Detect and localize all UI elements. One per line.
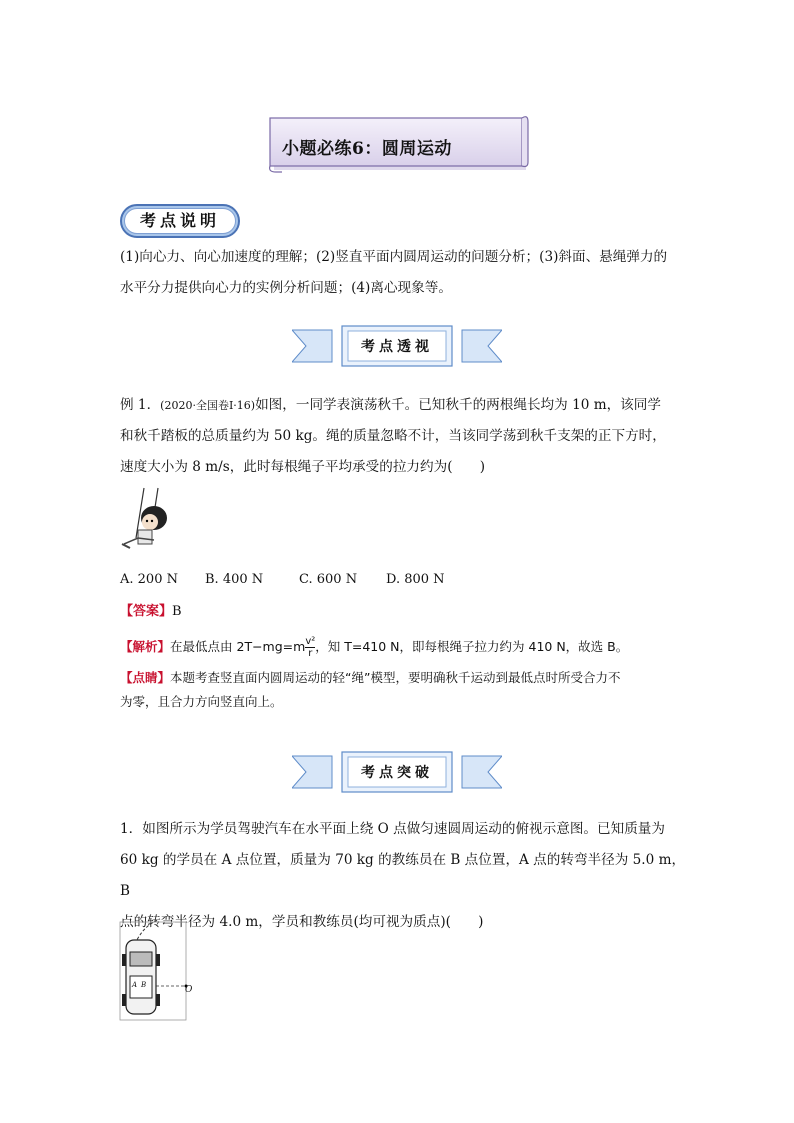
analysis-row — [120, 634, 700, 660]
analysis-label: 【解析】 — [120, 639, 171, 654]
answer-value: B — [172, 604, 182, 619]
question-1-block — [120, 814, 690, 938]
intro-line-1: (1)向心力、向心加速度的理解；(2)竖直平面内圆周运动的问题分析；(3)斜面、悬绳弹力的 — [120, 249, 668, 265]
option-a: A. 200 N — [120, 572, 178, 587]
car-label-b: B — [141, 981, 147, 989]
analysis-text-b: ，知 T=410 N，即每根绳子拉力约为 410 N，故选 B。 — [315, 639, 629, 654]
example-prefix: 例 1． — [120, 397, 161, 413]
ribbon-label-1: 考点透视 — [361, 339, 433, 355]
q1-line-2: 60 kg 的学员在 A 点位置，质量为 70 kg 的教练员在 B 点位置，A 点的转弯半径为 5.0 m，B — [120, 852, 686, 899]
option-b: B. 400 N — [205, 572, 264, 587]
page-title: 小题必练6：圆周运动 — [282, 139, 452, 159]
answer-row — [120, 599, 182, 625]
example-block — [120, 390, 680, 483]
intro-paragraph — [120, 242, 680, 304]
example-text-1: 如图，一同学表演荡秋千。已知秋千的两根绳长均为 10 m，该同学 — [255, 397, 661, 413]
option-c: C. 600 N — [299, 572, 358, 587]
q1-line-1: 1．如图所示为学员驾驶汽车在水平面上绕 O 点做匀速圆周运动的俯视示意图。已知质量为 — [120, 821, 665, 837]
car-label-a: A — [132, 981, 138, 989]
ribbon-label-2: 考点突破 — [361, 765, 433, 781]
example-line-1 — [120, 390, 680, 421]
option-d: D. 800 N — [386, 572, 445, 587]
center-label-o: O — [185, 985, 193, 995]
comment-block — [120, 666, 690, 714]
fraction-denominator: r — [308, 648, 313, 659]
comment-text-1: 本题考查竖直面内圆周运动的轻“绳”模型，要明确秋千运动到最低点时所受合力不 — [170, 670, 621, 685]
analysis-text-a: 在最低点由 2T−mg=m — [170, 639, 306, 654]
section-tag-label: 考点说明 — [124, 208, 236, 234]
comment-line-1 — [120, 666, 690, 690]
q1-line-3: 点的转弯半径为 4.0 m，学员和教练员(均可视为质点)( ) — [120, 914, 484, 930]
fraction-numerator: v² — [305, 636, 316, 647]
comment-label: 【点睛】 — [120, 670, 171, 685]
intro-line-2: 水平分力提供向心力的实例分析问题；(4)离心现象等。 — [120, 280, 452, 296]
comment-line-2: 为零，且合力方向竖直向上。 — [120, 694, 283, 709]
answer-label: 【答案】 — [120, 604, 173, 619]
analysis-fraction — [305, 636, 315, 659]
example-line-3: 速度大小为 8 m/s，此时每根绳子平均承受的拉力约为( ) — [120, 459, 485, 475]
swing-figure — [116, 486, 186, 556]
example-source: (2020·全国卷Ⅰ·16) — [160, 399, 256, 412]
car-figure — [116, 918, 200, 1024]
example-line-2: 和秋千踏板的总质量约为 50 kg。绳的质量忽略不计，当该同学荡到秋千支架的正下方时， — [120, 428, 666, 444]
